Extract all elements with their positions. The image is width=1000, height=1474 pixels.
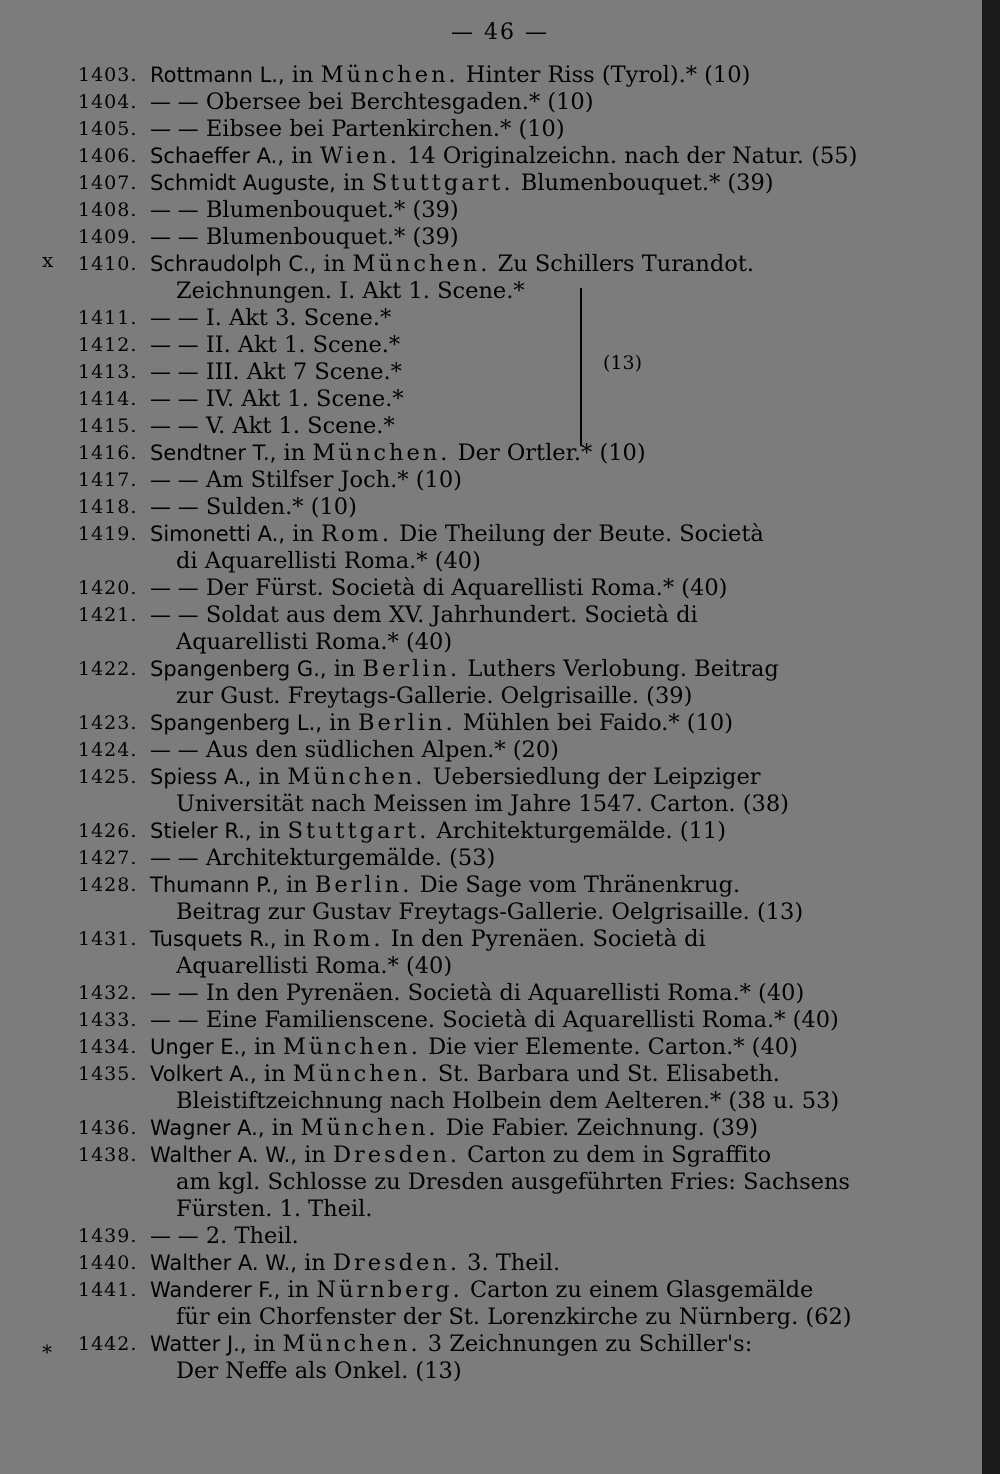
catalog-entry	[0, 1007, 1000, 1034]
entry-number: 1427.	[78, 847, 138, 869]
margin-mark-cross: x	[42, 248, 54, 272]
entry-author: Spangenberg L.,	[150, 711, 322, 735]
entry-continuation: Aquarellisti Roma.* (40)	[176, 953, 453, 979]
catalog-entry	[0, 1223, 1000, 1250]
entry-author: — —	[150, 198, 199, 222]
entry-title: Obersee bei Berchtesgaden.* (10)	[205, 89, 594, 115]
entry-city: München.	[352, 251, 491, 277]
catalog-entry	[0, 143, 1000, 170]
entry-preposition: in	[271, 1115, 294, 1141]
entry-title: Hinter Riss (Tyrol).* (10)	[465, 62, 751, 88]
entry-number: 1417.	[78, 469, 138, 491]
entry-continuation: Aquarellisti Roma.* (40)	[176, 629, 453, 655]
entry-city: Wien.	[320, 143, 400, 169]
entry-number: 1403.	[78, 64, 138, 86]
entry-preposition: in	[285, 872, 308, 898]
entry-title: St. Barbara und St. Elisabeth.	[437, 1061, 780, 1087]
catalog-entry	[0, 62, 1000, 89]
catalog-entry	[0, 818, 1000, 845]
entry-number: 1411.	[78, 307, 138, 329]
entry-preposition: in	[283, 440, 306, 466]
entry-number: 1421.	[78, 604, 138, 626]
entry-title: Eibsee bei Partenkirchen.* (10)	[205, 116, 565, 142]
entry-number: 1435.	[78, 1063, 138, 1085]
entry-number: 1414.	[78, 388, 138, 410]
entry-number: 1425.	[78, 766, 138, 788]
entry-city: Nürnberg.	[316, 1277, 463, 1303]
entry-number: 1418.	[78, 496, 138, 518]
entry-author: Stieler R.,	[150, 819, 252, 843]
entry-continuation: Der Neffe als Onkel. (13)	[176, 1358, 462, 1384]
entry-title: Soldat aus dem XV. Jahrhundert. Società di	[205, 602, 698, 628]
entry-title: 3. Theil.	[467, 1250, 561, 1276]
catalog-entries	[0, 62, 1000, 1385]
entry-author: Walther A. W.,	[150, 1143, 297, 1167]
entry-number: 1432.	[78, 982, 138, 1004]
entry-title: Der Fürst. Società di Aquarellisti Roma.* (40)	[205, 575, 728, 601]
entry-title: Blumenbouquet.* (39)	[205, 224, 459, 250]
entry-title: Die Sage vom Thränenkrug.	[419, 872, 741, 898]
catalog-entry	[0, 1142, 1000, 1223]
entry-title: Die vier Elemente. Carton.* (40)	[428, 1034, 798, 1060]
entry-number: 1442.	[78, 1333, 138, 1355]
catalog-entry	[0, 872, 1000, 926]
entry-author: — —	[150, 468, 199, 492]
entry-preposition: in	[287, 1277, 310, 1303]
entry-author: — —	[150, 90, 199, 114]
entry-title: Die Theilung der Beute. Società	[399, 521, 764, 547]
entry-author: Spiess A.,	[150, 765, 252, 789]
entry-title: Am Stilfser Joch.* (10)	[205, 467, 462, 493]
entry-number: 1415.	[78, 415, 138, 437]
catalog-entry	[0, 359, 1000, 386]
entry-number: 1408.	[78, 199, 138, 221]
entry-number: 1438.	[78, 1144, 138, 1166]
entry-number: 1426.	[78, 820, 138, 842]
entry-city: München.	[292, 1061, 431, 1087]
entry-city: München.	[282, 1034, 421, 1060]
entry-number: 1407.	[78, 172, 138, 194]
entry-number: 1419.	[78, 523, 138, 545]
entry-author: — —	[150, 981, 199, 1005]
entry-number: 1440.	[78, 1252, 138, 1274]
entry-title: 3 Zeichnungen zu Schiller's:	[427, 1331, 753, 1357]
entry-number: 1410.	[78, 253, 138, 275]
entry-author: Volkert A.,	[150, 1062, 257, 1086]
entry-title: Zu Schillers Turandot.	[497, 251, 755, 277]
entry-author: Wagner A.,	[150, 1116, 265, 1140]
entry-city: München.	[300, 1115, 439, 1141]
entry-preposition: in	[304, 1250, 326, 1276]
entry-continuation: am kgl. Schlosse zu Dresden ausgeführten Fries: Sachsens Fürsten. 1. Theil.	[176, 1169, 850, 1222]
entry-author: — —	[150, 603, 199, 627]
entry-title: Sulden.* (10)	[205, 494, 357, 520]
entry-title: 2. Theil.	[205, 1223, 299, 1249]
entry-city: München.	[282, 1331, 421, 1357]
entry-number: 1413.	[78, 361, 138, 383]
entry-number: 1404.	[78, 91, 138, 113]
entry-number: 1409.	[78, 226, 138, 248]
catalog-entry	[0, 521, 1000, 575]
entry-author: — —	[150, 495, 199, 519]
entry-number: 1433.	[78, 1009, 138, 1031]
catalog-entry	[0, 197, 1000, 224]
entry-city: München.	[312, 440, 451, 466]
catalog-entry	[0, 386, 1000, 413]
entry-preposition: in	[258, 818, 281, 844]
entry-continuation: für ein Chorfenster der St. Lorenzkirche zu Nürnberg. (62)	[176, 1304, 852, 1330]
page-number: — 46 —	[451, 20, 549, 45]
entry-author: Schraudolph C.,	[150, 252, 317, 276]
catalog-entry	[0, 1061, 1000, 1115]
entry-author: — —	[150, 738, 199, 762]
entry-number: 1412.	[78, 334, 138, 356]
entry-preposition: in	[283, 926, 306, 952]
entry-author: Thumann P.,	[150, 873, 279, 897]
entry-number: 1416.	[78, 442, 138, 464]
entry-preposition: in	[304, 1142, 326, 1168]
entry-city: Berlin.	[357, 710, 456, 736]
entry-title: Blumenbouquet.* (39)	[520, 170, 774, 196]
entry-preposition: in	[258, 764, 281, 790]
entry-author: Wanderer F.,	[150, 1278, 281, 1302]
catalog-entry	[0, 1277, 1000, 1331]
entry-number: 1439.	[78, 1225, 138, 1247]
entry-preposition: in	[333, 656, 356, 682]
catalog-entry	[0, 332, 1000, 359]
entry-preposition: in	[323, 251, 346, 277]
entry-title: Carton zu dem in Sgraffito	[467, 1142, 772, 1168]
entry-author: — —	[150, 225, 199, 249]
brace-label: (13)	[603, 352, 643, 374]
entry-continuation: Universität nach Meissen im Jahre 1547. Carton. (38)	[176, 791, 789, 817]
entry-author: Walther A. W.,	[150, 1251, 297, 1275]
entry-author: Simonetti A.,	[150, 522, 286, 546]
entry-city: Dresden.	[332, 1250, 460, 1276]
entry-author: — —	[150, 1224, 199, 1248]
catalog-entry	[0, 1034, 1000, 1061]
entry-author: Sendtner T.,	[150, 441, 277, 465]
entry-preposition: in	[254, 1034, 276, 1060]
entry-title: I. Akt 3. Scene.*	[205, 305, 392, 331]
entry-title: Aus den südlichen Alpen.* (20)	[205, 737, 559, 763]
entry-number: 1406.	[78, 145, 138, 167]
entry-title: 14 Originalzeichn. nach der Natur. (55)	[407, 143, 858, 169]
entry-author: — —	[150, 306, 199, 330]
entry-author: — —	[150, 333, 199, 357]
entry-number: 1405.	[78, 118, 138, 140]
entry-author: — —	[150, 846, 199, 870]
entry-author: — —	[150, 576, 199, 600]
entry-number: 1423.	[78, 712, 138, 734]
entry-continuation: Bleistiftzeichnung nach Holbein dem Aelteren.* (38 u. 53)	[176, 1088, 840, 1114]
entry-title: In den Pyrenäen. Società di Aquarellisti Roma.* (40)	[205, 980, 805, 1006]
entry-preposition: in	[263, 1061, 286, 1087]
entry-title: Carton zu einem Glasgemälde	[469, 1277, 814, 1303]
catalog-entry	[0, 1331, 1000, 1385]
entry-author: — —	[150, 360, 199, 384]
entry-title: II. Akt 1. Scene.*	[205, 332, 401, 358]
catalog-entry	[0, 737, 1000, 764]
entry-author: Rottmann L.,	[150, 63, 285, 87]
catalog-entry	[0, 710, 1000, 737]
entry-preposition: in	[342, 170, 365, 196]
entry-preposition: in	[253, 1331, 276, 1357]
entry-title: Architekturgemälde. (53)	[205, 845, 496, 871]
catalog-entry	[0, 440, 1000, 467]
entry-preposition: in	[291, 62, 314, 88]
entry-title: Der Ortler.* (10)	[457, 440, 646, 466]
entry-number: 1434.	[78, 1036, 138, 1058]
entry-title: Uebersiedlung der Leipziger	[432, 764, 761, 790]
entry-city: Berlin.	[362, 656, 461, 682]
entry-author: Watter J.,	[150, 1332, 247, 1356]
entry-title: In den Pyrenäen. Società di	[390, 926, 706, 952]
entry-author: — —	[150, 414, 199, 438]
entry-number: 1420.	[78, 577, 138, 599]
entry-author: Unger E.,	[150, 1035, 247, 1059]
entry-number: 1436.	[78, 1117, 138, 1139]
catalog-entry	[0, 1115, 1000, 1142]
catalog-entry	[0, 656, 1000, 710]
entry-number: 1431.	[78, 928, 138, 950]
entry-continuation: zur Gust. Freytags-Gallerie. Oelgrisaille. (39)	[176, 683, 693, 709]
catalog-entry	[0, 926, 1000, 980]
entry-author: — —	[150, 387, 199, 411]
catalog-entry	[0, 305, 1000, 332]
page-edge	[982, 0, 1000, 1474]
entry-number: 1424.	[78, 739, 138, 761]
entry-author: — —	[150, 1008, 199, 1032]
entry-city: Dresden.	[332, 1142, 460, 1168]
entry-title: Die Fabier. Zeichnung. (39)	[445, 1115, 759, 1141]
entry-title: V. Akt 1. Scene.*	[205, 413, 395, 439]
catalog-entry	[0, 602, 1000, 656]
entry-city: München.	[287, 764, 426, 790]
entry-preposition: in	[292, 521, 314, 547]
entry-city: Rom.	[321, 521, 393, 547]
entry-city: Berlin.	[314, 872, 413, 898]
margin-mark-asterisk: *	[42, 1340, 52, 1364]
entry-author: Schaeffer A.,	[150, 144, 285, 168]
catalog-entry	[0, 575, 1000, 602]
entry-city: Stuttgart.	[371, 170, 514, 196]
entry-continuation: Zeichnungen. I. Akt 1. Scene.*	[176, 278, 525, 304]
catalog-entry	[0, 980, 1000, 1007]
catalog-entry	[0, 224, 1000, 251]
entry-author: Tusquets R.,	[150, 927, 277, 951]
entry-title: IV. Akt 1. Scene.*	[205, 386, 404, 412]
entry-title: Luthers Verlobung. Beitrag	[467, 656, 779, 682]
entry-preposition: in	[329, 710, 351, 736]
catalog-entry	[0, 89, 1000, 116]
entry-title: Eine Familienscene. Società di Aquarellisti Roma.* (40)	[205, 1007, 839, 1033]
entry-continuation: di Aquarellisti Roma.* (40)	[176, 548, 481, 574]
catalog-entry	[0, 845, 1000, 872]
catalog-entry	[0, 1250, 1000, 1277]
entry-title: III. Akt 7 Scene.*	[205, 359, 402, 385]
catalog-entry	[0, 116, 1000, 143]
entry-author: Spangenberg G.,	[150, 657, 327, 681]
catalog-entry	[0, 170, 1000, 197]
entry-number: 1422.	[78, 658, 138, 680]
entry-city: München.	[320, 62, 459, 88]
entry-title: Architekturgemälde. (11)	[436, 818, 726, 844]
catalog-entry	[0, 251, 1000, 305]
entry-number: 1428.	[78, 874, 138, 896]
entry-continuation: Beitrag zur Gustav Freytags-Gallerie. Oelgrisaille. (13)	[176, 899, 804, 925]
catalog-entry	[0, 413, 1000, 440]
entry-title: Mühlen bei Faido.* (10)	[462, 710, 733, 736]
catalog-entry	[0, 764, 1000, 818]
entry-author: — —	[150, 117, 199, 141]
catalog-entry	[0, 494, 1000, 521]
entry-city: Stuttgart.	[287, 818, 430, 844]
catalog-entry	[0, 467, 1000, 494]
entry-title: Blumenbouquet.* (39)	[205, 197, 459, 223]
entry-preposition: in	[291, 143, 313, 169]
entry-city: Rom.	[312, 926, 384, 952]
entry-author: Schmidt Auguste,	[150, 171, 336, 195]
entry-number: 1441.	[78, 1279, 138, 1301]
